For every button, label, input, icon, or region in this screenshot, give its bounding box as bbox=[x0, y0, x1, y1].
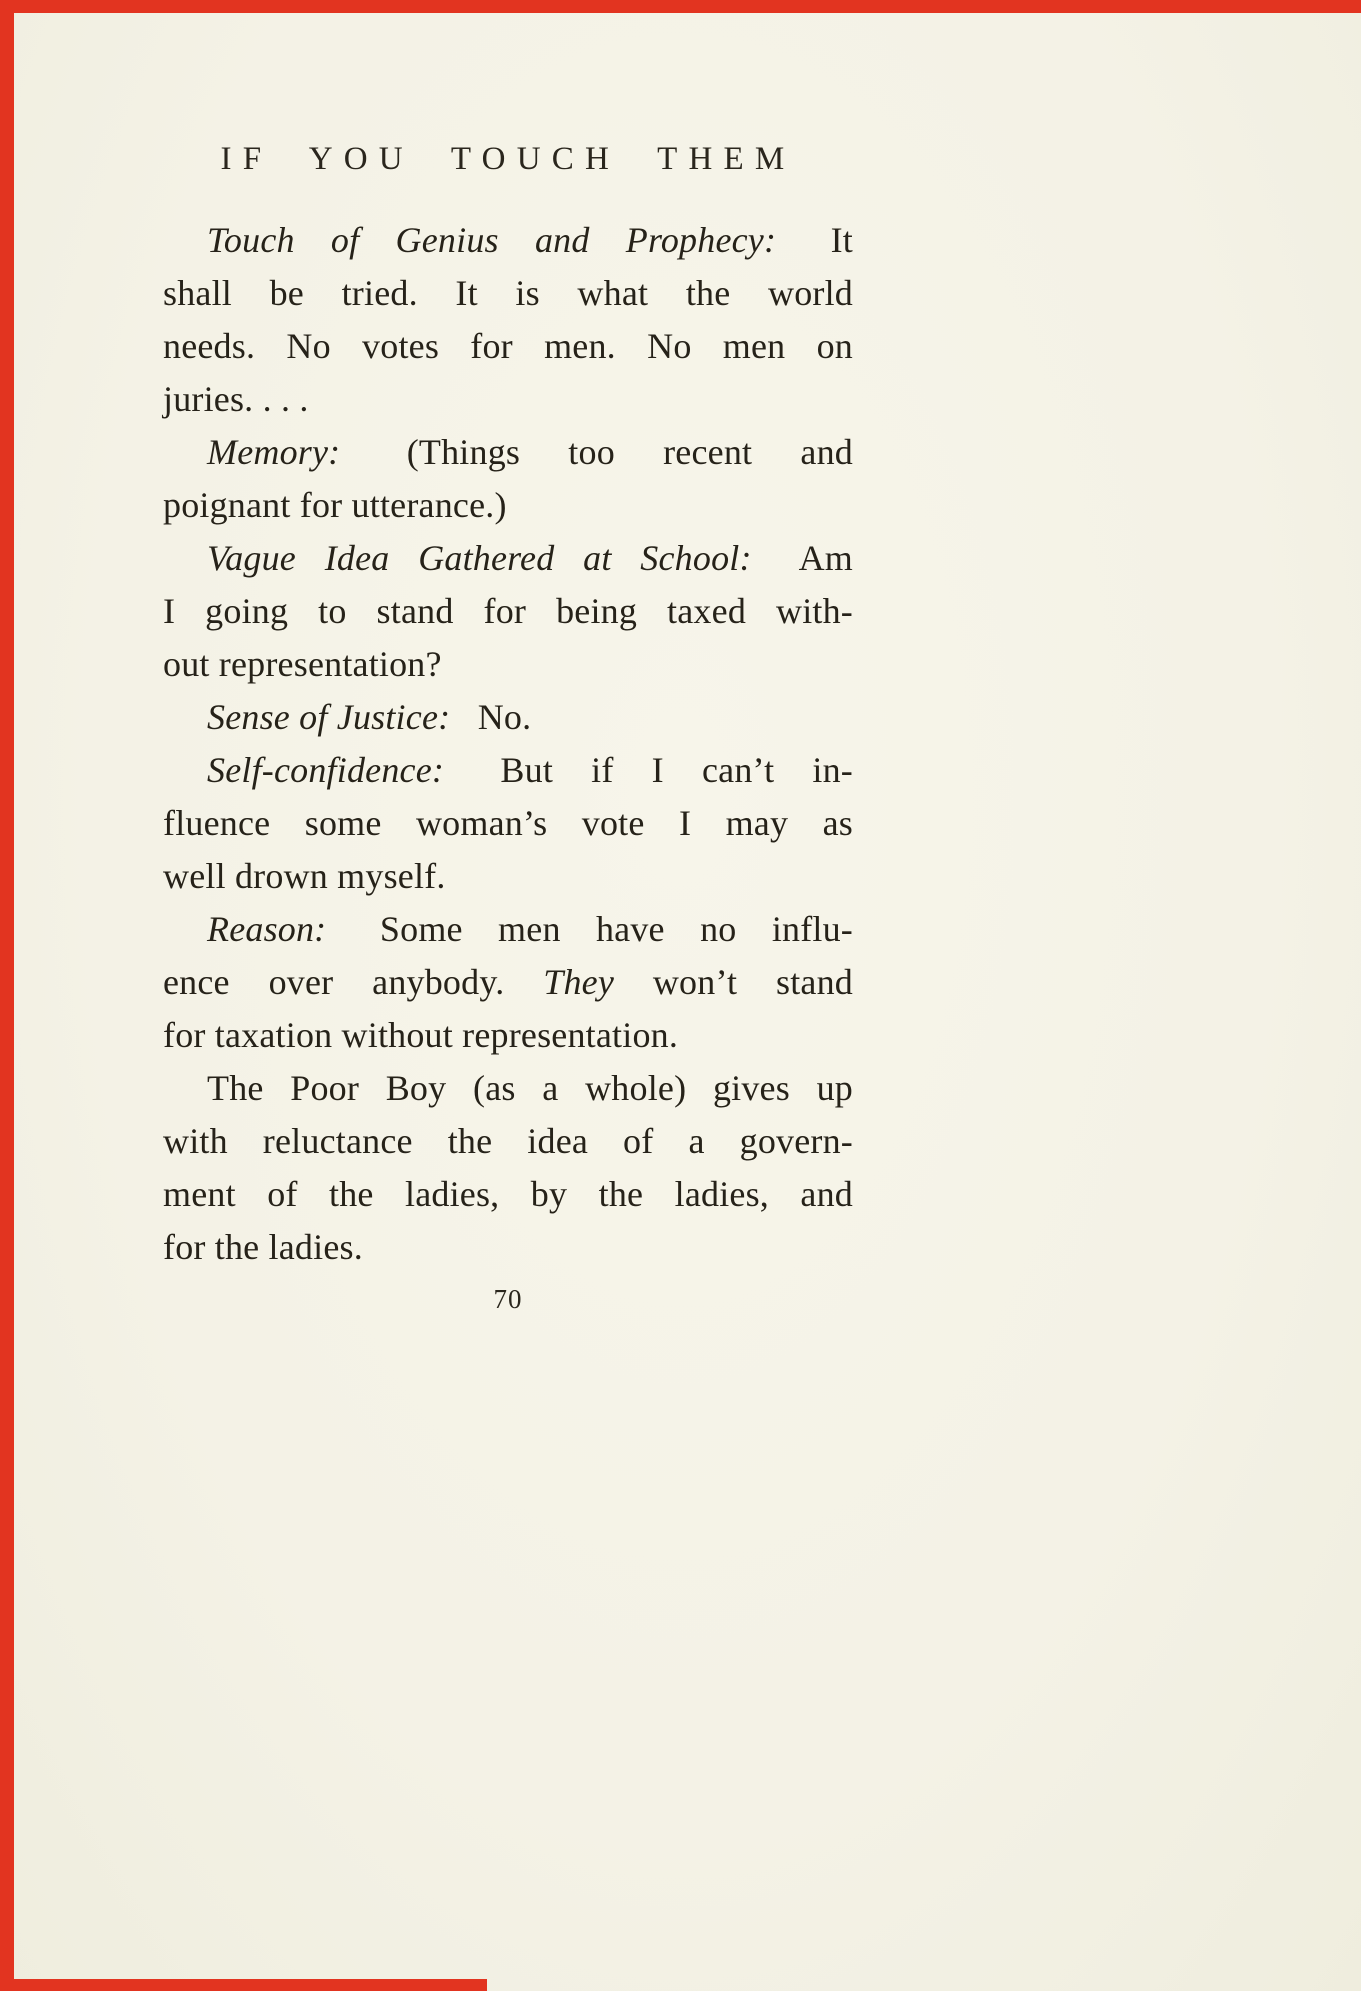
scan-artifact-left-edge bbox=[0, 0, 14, 1991]
paragraph bbox=[163, 744, 853, 903]
text-run: for taxation without representation. bbox=[163, 1015, 679, 1055]
text-line bbox=[163, 956, 853, 1009]
text-run: ence over anybody. bbox=[163, 962, 544, 1002]
text-run: out representation? bbox=[163, 644, 442, 684]
paragraph bbox=[163, 532, 853, 691]
paragraph bbox=[163, 1062, 853, 1274]
text-run: ment of the ladies, by the ladies, and bbox=[163, 1174, 853, 1214]
text-line bbox=[163, 479, 853, 532]
scan-artifact-bottom-edge bbox=[0, 1979, 487, 1991]
text-line bbox=[163, 1221, 853, 1274]
italic-text-run: Vague Idea Gathered at School: bbox=[207, 538, 752, 578]
paragraph bbox=[163, 426, 853, 532]
text-line bbox=[163, 638, 853, 691]
page-text-block bbox=[163, 138, 853, 1315]
text-line bbox=[163, 797, 853, 850]
text-line bbox=[163, 267, 853, 320]
text-run: fluence some woman’s vote I may as bbox=[163, 803, 853, 843]
italic-text-run: Touch of Genius and Prophecy: bbox=[207, 220, 777, 260]
text-line bbox=[163, 1062, 853, 1115]
italic-text-run: They bbox=[543, 962, 615, 1002]
text-run: The Poor Boy (as a whole) gives up bbox=[207, 1068, 853, 1108]
paragraph bbox=[163, 214, 853, 426]
text-run: needs. No votes for men. No men on bbox=[163, 326, 853, 366]
text-run: poignant for utterance.) bbox=[163, 485, 507, 525]
text-line bbox=[163, 532, 853, 585]
text-line bbox=[163, 1115, 853, 1168]
text-line bbox=[163, 426, 853, 479]
text-line bbox=[163, 373, 853, 426]
text-run: juries. . . . bbox=[163, 379, 309, 419]
text-run: I going to stand for being taxed with- bbox=[163, 591, 853, 631]
text-run: But if I can’t in- bbox=[444, 750, 853, 790]
text-run: No. bbox=[450, 697, 532, 737]
text-line bbox=[163, 691, 853, 744]
text-run: shall be tried. It is what the world bbox=[163, 273, 853, 313]
text-run: It bbox=[776, 220, 854, 260]
text-run: Some men have no influ- bbox=[326, 909, 853, 949]
italic-text-run: Memory: bbox=[207, 432, 341, 472]
text-run: Am bbox=[751, 538, 853, 578]
page-number: 70 bbox=[493, 1284, 523, 1314]
text-line bbox=[163, 1168, 853, 1221]
text-line bbox=[163, 1009, 853, 1062]
italic-text-run: Self-confidence: bbox=[207, 750, 445, 790]
text-run: with reluctance the idea of a govern- bbox=[163, 1121, 853, 1161]
page-title: IF YOU TOUCH THEM bbox=[220, 141, 796, 177]
scan-artifact-top-edge bbox=[0, 0, 1361, 13]
text-run: won’t stand bbox=[614, 962, 853, 1002]
text-line bbox=[163, 850, 853, 903]
text-run: for the ladies. bbox=[163, 1227, 363, 1267]
text-run: well drown myself. bbox=[163, 856, 446, 896]
text-line bbox=[163, 320, 853, 373]
text-line bbox=[163, 903, 853, 956]
text-line bbox=[163, 744, 853, 797]
page-body bbox=[163, 214, 853, 1274]
text-run: (Things too recent and bbox=[340, 432, 853, 472]
text-line bbox=[163, 585, 853, 638]
paragraph bbox=[163, 691, 853, 744]
italic-text-run: Sense of Justice: bbox=[207, 697, 451, 737]
paragraph bbox=[163, 903, 853, 1062]
italic-text-run: Reason: bbox=[207, 909, 327, 949]
text-line bbox=[163, 214, 853, 267]
